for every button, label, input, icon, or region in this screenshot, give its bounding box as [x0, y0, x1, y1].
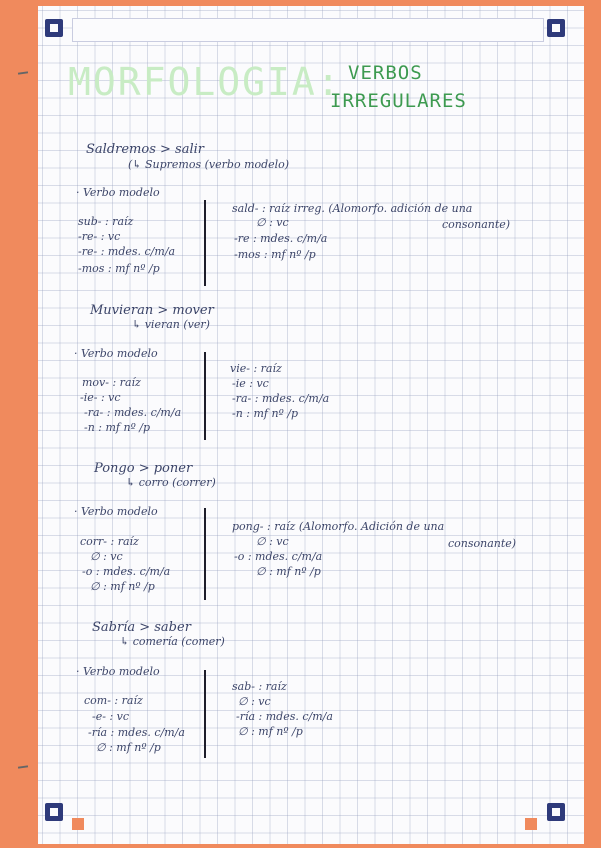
- right-line: -mos : mf nº /p: [234, 248, 316, 261]
- page-title: MORFOLOGIA:: [68, 60, 342, 104]
- header-bar: [72, 18, 544, 42]
- right-line: vie- : raíz: [230, 362, 282, 375]
- right-note: consonante): [448, 537, 517, 550]
- right-note: consonante): [442, 218, 511, 231]
- section-subheading: ↳ comería (comer): [120, 635, 225, 648]
- section-heading: Pongo > poner: [94, 461, 193, 476]
- left-line: -o : mdes. c/m/a: [82, 565, 171, 578]
- corner-mark-icon: [547, 803, 565, 821]
- section-heading: Sabría > saber: [92, 620, 191, 635]
- right-line: -ie : vc: [232, 377, 269, 390]
- left-line: -ie- : vc: [80, 391, 121, 404]
- divider-line: [204, 670, 206, 758]
- right-line: -o : mdes. c/m/a: [234, 550, 323, 563]
- left-line: -ría : mdes. c/m/a: [88, 726, 185, 739]
- divider-line: [204, 352, 206, 440]
- margin-tick: [18, 71, 28, 74]
- left-line: -mos : mf nº /p: [78, 262, 160, 275]
- right-line: -n : mf nº /p: [232, 407, 298, 420]
- left-line: ∅ : mf nº /p: [90, 580, 155, 593]
- right-line: sab- : raíz: [232, 680, 287, 693]
- subtitle-verbos: VERBOS: [348, 62, 423, 84]
- model-label: · Verbo modelo: [74, 505, 158, 518]
- model-label: · Verbo modelo: [74, 347, 158, 360]
- left-line: ∅ : mf nº /p: [96, 741, 161, 754]
- left-line: com- : raíz: [84, 694, 143, 707]
- right-line: sald- : raíz irreg. (Alomorfo. adición de una: [232, 202, 473, 215]
- left-line: sub- : raíz: [78, 215, 134, 228]
- right-line: ∅ : vc: [256, 535, 289, 548]
- right-line: ∅ : vc: [238, 695, 271, 708]
- orange-marker: [72, 818, 84, 830]
- subtitle-irregulares: IRREGULARES: [330, 90, 467, 112]
- corner-mark-icon: [45, 803, 63, 821]
- left-line: -re- : mdes. c/m/a: [78, 245, 176, 258]
- margin-tick: [18, 765, 28, 768]
- left-line: -re- : vc: [78, 230, 121, 243]
- corner-mark-icon: [45, 19, 63, 37]
- right-line: -ría : mdes. c/m/a: [236, 710, 333, 723]
- right-line: -ra- : mdes. c/m/a: [232, 392, 330, 405]
- left-line: ∅ : vc: [90, 550, 123, 563]
- right-line: ∅ : vc: [256, 216, 289, 229]
- section-subheading: ↳ vieran (ver): [132, 318, 210, 331]
- right-line: ∅ : mf nº /p: [256, 565, 321, 578]
- section-subheading: (↳ Supremos (verbo modelo): [128, 158, 290, 171]
- divider-line: [204, 200, 206, 286]
- orange-marker: [525, 818, 537, 830]
- model-label: · Verbo modelo: [76, 186, 160, 199]
- section-heading: Saldremos > salir: [86, 142, 204, 157]
- section-subheading: ↳ corro (correr): [126, 476, 216, 489]
- left-line: -ra- : mdes. c/m/a: [84, 406, 182, 419]
- right-line: pong- : raíz (Alomorfo. Adición de una: [232, 520, 445, 533]
- left-line: -n : mf nº /p: [84, 421, 150, 434]
- divider-line: [204, 508, 206, 600]
- left-line: corr- : raíz: [80, 535, 139, 548]
- right-line: -re : mdes. c/m/a: [234, 232, 328, 245]
- model-label: · Verbo modelo: [76, 665, 160, 678]
- section-heading: Muvieran > mover: [90, 303, 214, 318]
- right-line: ∅ : mf nº /p: [238, 725, 303, 738]
- left-line: mov- : raíz: [82, 376, 141, 389]
- left-line: -e- : vc: [92, 710, 130, 723]
- corner-mark-icon: [547, 19, 565, 37]
